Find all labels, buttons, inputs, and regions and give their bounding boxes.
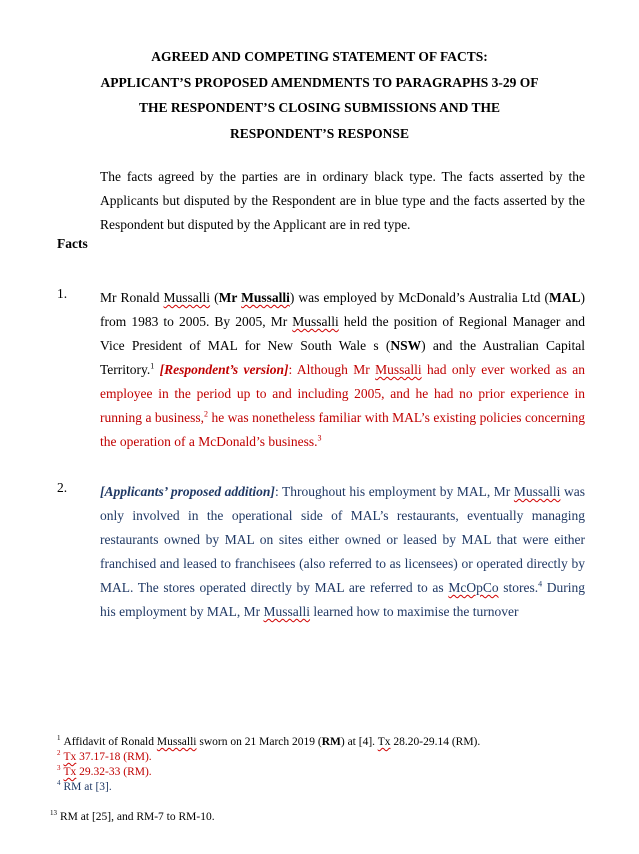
applicants-text: : Throughout his employment by MAL, Mr <box>274 484 514 499</box>
spellcheck-word: Tx <box>63 766 77 778</box>
paragraph-number-2: 2. <box>57 480 68 495</box>
p1-text: ( <box>210 290 219 305</box>
p1-text: ) from 1983 to 2005. By 2005, Mr <box>100 290 585 329</box>
intro-paragraph: The facts agreed by the parties are in ordinary black type. The facts asserted by the Applicants but disputed by the Respondent are in blue type and the facts asserted by the Respondent but disputed by the Applicant are in red type. <box>100 169 585 232</box>
spellcheck-word: Mussalli <box>263 604 311 619</box>
spellcheck-word: Mussalli <box>156 736 197 748</box>
footnote-text: Affidavit of Ronald <box>63 736 157 748</box>
respondent-version-label: [Respondent’s version] <box>159 362 289 377</box>
defined-term: RM <box>321 736 341 748</box>
respondent-text: had only ever worked as an employee in the period up to and including 2005, and he had no prior experience in running a business, <box>100 362 586 425</box>
title-line-3: THE RESPONDENT’S CLOSING SUBMISSIONS AND THE <box>139 100 500 115</box>
footnote-text: 28.20-29.14 (RM). <box>390 736 481 748</box>
footnote-number: 2 <box>57 749 61 758</box>
footnote-number: 4 <box>57 779 61 788</box>
footnote-number: 1 <box>57 734 61 743</box>
p1-text: held the position of Regional Manager and Vice President of MAL for New South Wale s ( <box>100 314 585 353</box>
footnote-number: 3 <box>57 764 61 773</box>
applicants-text: learned how to maximise the turnover <box>310 604 519 619</box>
applicants-text: stores. <box>498 580 539 595</box>
title-line-1: AGREED AND COMPETING STATEMENT OF FACTS: <box>151 49 488 64</box>
title-line-2: APPLICANT’S PROPOSED AMENDMENTS TO PARAGRAPHS 3-29 OF <box>100 74 539 90</box>
footnote-ref[interactable]: 3 <box>317 433 322 443</box>
applicants-addition-label: [Applicants’ proposed addition] <box>100 484 275 499</box>
footnote-text: RM at [3]. <box>63 781 112 793</box>
footnote-ref[interactable]: 1 <box>150 361 155 371</box>
respondent-text: he was nonetheless familiar with MAL’s existing policies concerning the operation of a McDonald’s business. <box>100 410 585 449</box>
defined-term-part: Mr <box>218 290 242 305</box>
defined-term: NSW <box>390 338 422 353</box>
paragraph-1 <box>100 286 585 454</box>
spellcheck-word: Tx <box>377 736 391 748</box>
defined-term: MAL <box>549 290 581 305</box>
footnote-3 <box>57 765 152 780</box>
p1-text: Mr Ronald <box>100 290 164 305</box>
p1-text: ) and the Australian Capital Territory. <box>100 338 585 377</box>
respondent-text: : Although Mr <box>288 362 376 377</box>
spellcheck-word: Tx <box>63 751 77 763</box>
applicants-text: During his employment by MAL, Mr <box>100 580 585 619</box>
footnote-text: 37.17-18 (RM). <box>76 751 152 763</box>
footnote-ref[interactable]: 2 <box>204 409 209 419</box>
paragraph-number-1: 1. <box>57 286 68 301</box>
footnote-13 <box>50 810 215 825</box>
spellcheck-word: Mussalli <box>241 290 290 305</box>
paragraph-2 <box>100 480 585 624</box>
footnote-4 <box>57 780 112 795</box>
footnote-number: 13 <box>50 809 57 818</box>
footnote-ref[interactable]: 4 <box>538 579 543 589</box>
footnote-text: ) at [4]. <box>340 736 378 748</box>
defined-term <box>219 290 290 305</box>
title-line-4: RESPONDENT’S RESPONSE <box>230 125 409 141</box>
p1-text: ) was employed by McDonald’s Australia Ltd ( <box>289 290 549 305</box>
footnote-1 <box>57 735 480 750</box>
footnote-text: sworn on 21 March 2019 ( <box>196 736 322 748</box>
spellcheck-word: McOpCo <box>448 580 499 595</box>
spellcheck-word: Mussalli <box>292 314 339 329</box>
spellcheck-word: Mussalli <box>163 290 211 305</box>
spellcheck-word: Mussalli <box>375 362 422 377</box>
applicants-text: was only involved in the operational side of MAL’s restaurants, eventually managing restaurants owned by MAL on sites either owned or leased by MAL that were either franchised and leased to franchisees (also referred to as licensees) or operated directly by MAL. The stores operated directly by MAL are referred to as <box>100 484 586 595</box>
document-title <box>0 44 639 146</box>
spellcheck-word: Mussalli <box>513 484 561 499</box>
facts-heading: Facts <box>57 236 88 251</box>
footnote-2 <box>57 750 152 765</box>
footnote-text: RM at [25], and RM-7 to RM-10. <box>60 811 215 823</box>
footnote-text: 29.32-33 (RM). <box>76 766 152 778</box>
